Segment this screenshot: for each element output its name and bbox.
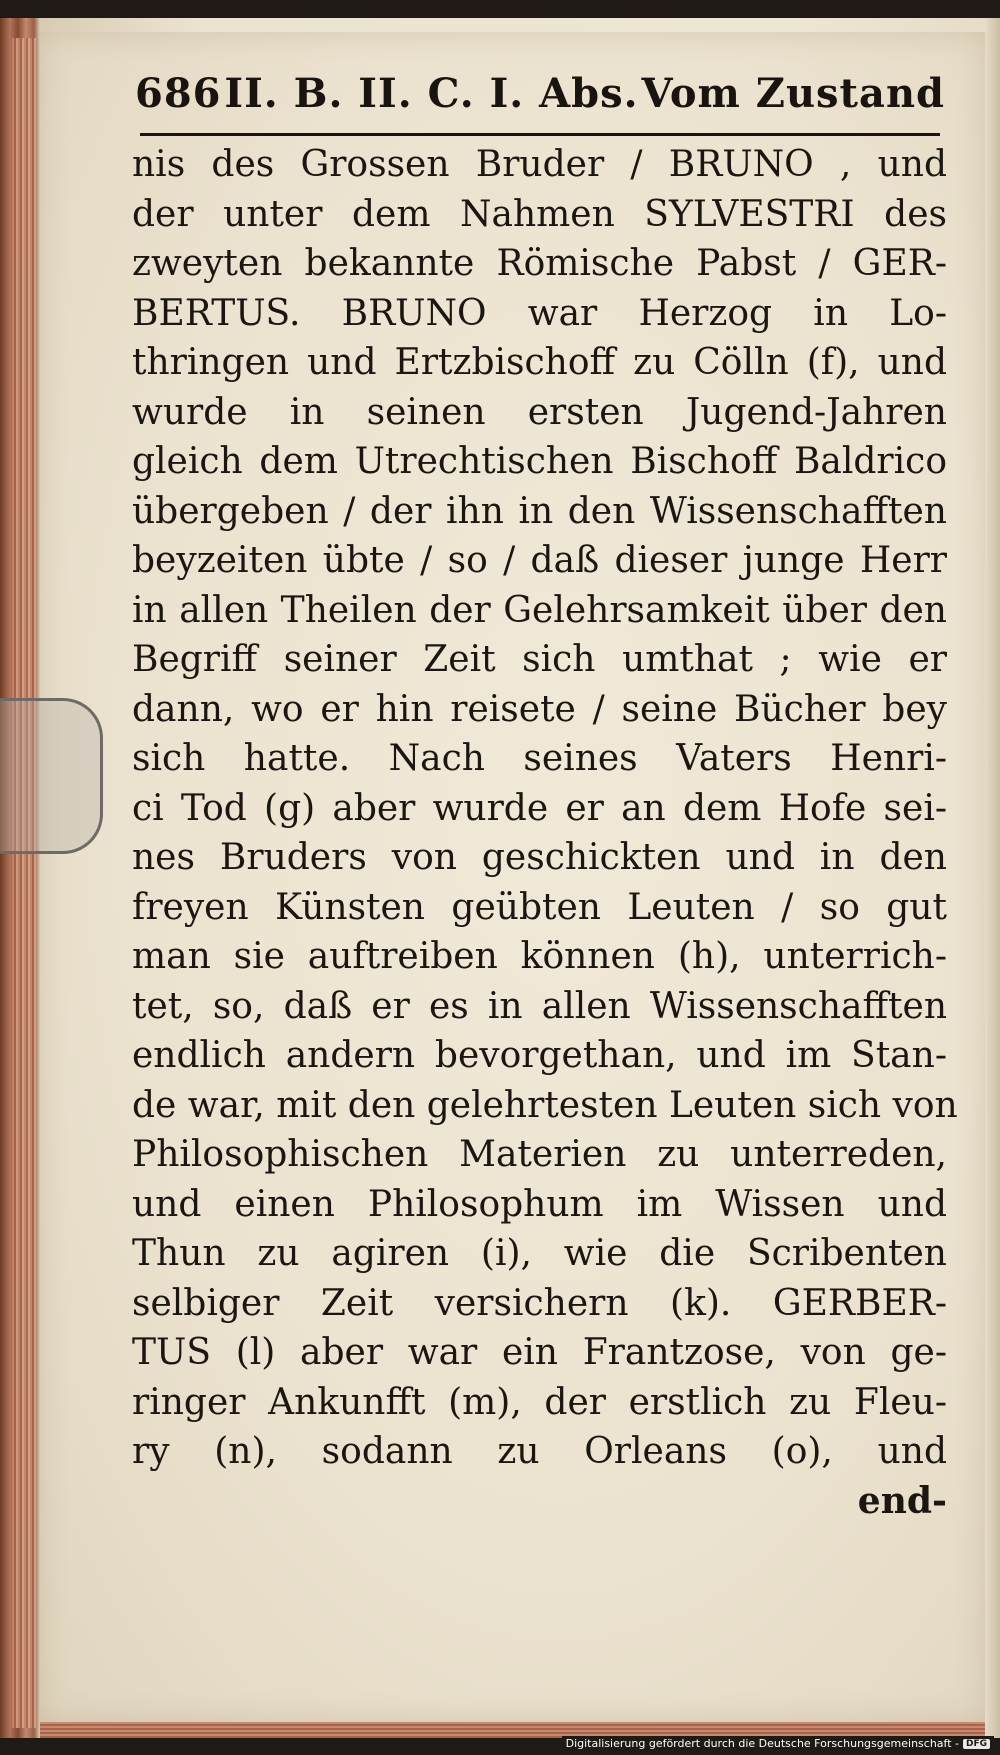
- page-number: 686: [135, 70, 222, 117]
- text-line: Philosophischen Materien zu unterreden,: [132, 1134, 947, 1175]
- text-line: und einen Philosophum im Wissen und: [132, 1183, 947, 1225]
- running-head: [135, 70, 945, 130]
- text-line: BERTUS. BRUNO war Herzog in Lo-: [132, 292, 947, 334]
- text-line: endlich andern bevorgethan, und im Stan-: [132, 1035, 947, 1076]
- text-line: in allen Theilen der Gelehrsamkeit über den: [132, 589, 947, 631]
- text-line: TUS (l) aber war ein Frantzose, von ge-: [132, 1332, 947, 1373]
- text-line: gleich dem Utrechtischen Bischoff Baldrico: [132, 441, 947, 482]
- credit-text: Digitalisierung gefördert durch die Deutsche Forschungsgemeinschaft -: [565, 1737, 959, 1750]
- text-line: zweyten bekannte Römische Pabst / GER-: [132, 243, 947, 284]
- head-rule: [140, 133, 940, 136]
- text-line: Begriff seiner Zeit sich umthat ; wie er: [132, 639, 947, 680]
- text-line: der unter dem Nahmen SYLVESTRI des: [132, 193, 947, 235]
- text-line: ringer Ankunfft (m), der erstlich zu Fleu-: [132, 1381, 947, 1423]
- body-text: [132, 140, 958, 1526]
- text-line: übergeben / der ihn in den Wissenschafften: [132, 490, 947, 532]
- chapter-reference: II. B. II. C. I. Abs.: [224, 70, 639, 117]
- bookmark-ribbon: [0, 698, 103, 854]
- text-line: Thun zu agiren (i), wie die Scribenten: [132, 1233, 947, 1274]
- text-line: ry (n), sodann zu Orleans (o), und: [132, 1431, 947, 1472]
- catchword: end-: [857, 1479, 947, 1522]
- running-title: Vom Zustand: [641, 70, 945, 117]
- text-line: beyzeiten übte / so / daß dieser junge Herr: [132, 540, 947, 581]
- digitization-credit: [562, 1736, 994, 1751]
- book: [0, 18, 1000, 1738]
- text-line: selbiger Zeit versichern (k). GERBER-: [132, 1282, 947, 1324]
- text-line: nis des Grossen Bruder / BRUNO , und: [132, 144, 947, 185]
- text-line: ci Tod (g) aber wurde er an dem Hofe sei-: [132, 787, 947, 829]
- page-edge: [12, 38, 36, 1728]
- text-line: tet, so, daß er es in allen Wissenschafften: [132, 985, 947, 1027]
- text-line: de war, mit den gelehrtesten Leuten sich von: [132, 1084, 958, 1126]
- text-line: man sie auftreiben können (h), unterrich-: [132, 936, 947, 977]
- text-line: nes Bruders von geschickten und in den: [132, 837, 947, 878]
- text-line: thringen und Ertzbischoff zu Cölln (f), und: [132, 342, 947, 383]
- text-line: freyen Künsten geübten Leuten / so gut: [132, 886, 947, 928]
- text-line: dann, wo er hin reisete / seine Bücher bey: [132, 688, 947, 730]
- text-line: sich hatte. Nach seines Vaters Henri-: [132, 738, 947, 779]
- dfg-logo: DFG: [963, 1739, 990, 1749]
- text-line: wurde in seinen ersten Jugend-Jahren: [132, 391, 947, 433]
